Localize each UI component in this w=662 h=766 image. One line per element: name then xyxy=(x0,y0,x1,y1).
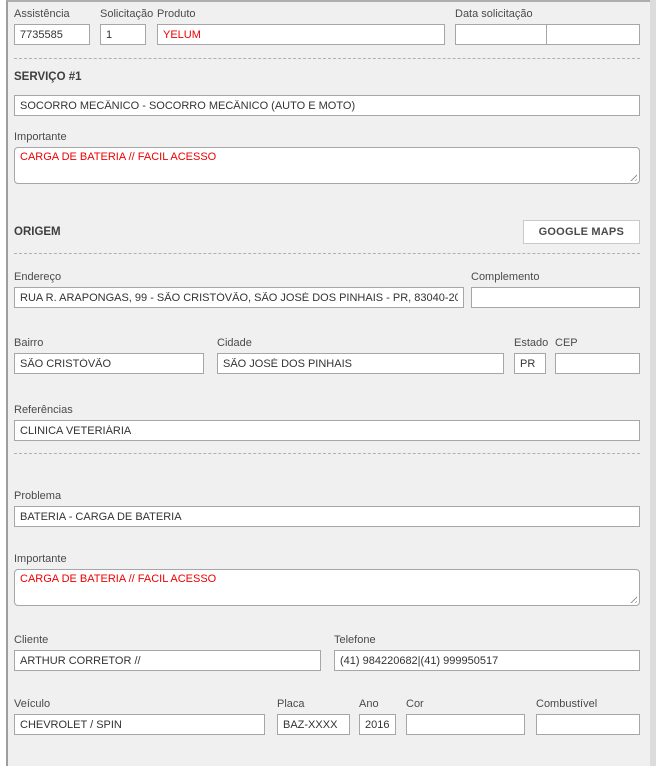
problema-label: Problema xyxy=(14,490,62,502)
placa-field xyxy=(277,698,350,735)
endereco-field xyxy=(14,271,464,308)
cidade-label: Cidade xyxy=(217,337,252,349)
referencias-input[interactable] xyxy=(14,420,640,441)
cliente-row xyxy=(14,634,640,671)
problema-field xyxy=(14,490,640,527)
cep-input[interactable] xyxy=(555,353,640,374)
data-solicitacao-date-input[interactable] xyxy=(455,24,547,45)
cor-label: Cor xyxy=(406,698,424,710)
solicitacao-field xyxy=(100,8,154,45)
produto-input[interactable] xyxy=(157,24,445,45)
assistencia-input[interactable] xyxy=(14,24,90,45)
section-divider xyxy=(14,58,640,59)
endereco-row xyxy=(14,271,640,308)
complemento-label: Complemento xyxy=(471,271,540,283)
cidade-input[interactable] xyxy=(217,353,504,374)
origem-header xyxy=(14,220,640,244)
endereco-label: Endereço xyxy=(14,271,62,283)
combustivel-label: Combustível xyxy=(536,698,598,710)
veiculo-row xyxy=(14,698,640,735)
scrollbar-track[interactable] xyxy=(650,0,656,766)
data-solicitacao-time-input[interactable] xyxy=(546,24,640,45)
cep-field xyxy=(555,337,640,374)
bairro-input[interactable] xyxy=(14,353,204,374)
placa-input[interactable] xyxy=(277,714,350,735)
produto-label: Produto xyxy=(157,8,196,20)
combustivel-field xyxy=(536,698,640,735)
complemento-field xyxy=(471,271,640,308)
estado-input[interactable] xyxy=(514,353,546,374)
ano-label: Ano xyxy=(359,698,379,710)
bairro-field xyxy=(14,337,204,374)
importante-problema-textarea[interactable] xyxy=(14,569,640,606)
solicitacao-input[interactable] xyxy=(100,24,146,45)
estado-field xyxy=(514,337,549,374)
veiculo-label: Veículo xyxy=(14,698,51,710)
cliente-input[interactable] xyxy=(14,650,321,671)
referencias-field xyxy=(14,404,640,441)
ano-input[interactable] xyxy=(359,714,396,735)
placa-label: Placa xyxy=(277,698,305,710)
service-form-panel xyxy=(6,0,650,766)
complemento-input[interactable] xyxy=(471,287,640,308)
cor-input[interactable] xyxy=(406,714,525,735)
importante-servico-field xyxy=(14,131,640,184)
veiculo-field xyxy=(14,698,265,735)
servico-section-title: SERVIÇO #1 xyxy=(14,71,82,83)
cor-field xyxy=(406,698,525,735)
bairro-row xyxy=(14,337,640,374)
data-solicitacao-label: Data solicitação xyxy=(455,8,533,20)
cliente-field xyxy=(14,634,321,671)
bairro-label: Bairro xyxy=(14,337,44,349)
telefone-field xyxy=(334,634,640,671)
cidade-field xyxy=(217,337,504,374)
assistencia-label: Assistência xyxy=(14,8,70,20)
origem-section-title: ORIGEM xyxy=(14,225,61,238)
data-solicitacao-field xyxy=(455,8,640,45)
importante-problema-field xyxy=(14,553,640,606)
section-divider xyxy=(14,253,640,254)
telefone-input[interactable] xyxy=(334,650,640,671)
importante-problema-label: Importante xyxy=(14,553,67,565)
telefone-label: Telefone xyxy=(334,634,376,646)
produto-field xyxy=(157,8,445,45)
estado-label: Estado xyxy=(514,337,549,349)
header-row xyxy=(14,8,640,45)
combustivel-input[interactable] xyxy=(536,714,640,735)
assistencia-field xyxy=(14,8,90,45)
solicitacao-label: Solicitação xyxy=(100,8,154,20)
problema-input[interactable] xyxy=(14,506,640,527)
servico-tipo-input[interactable] xyxy=(14,95,640,116)
importante-servico-textarea[interactable] xyxy=(14,147,640,184)
referencias-label: Referências xyxy=(14,404,73,416)
cep-label: CEP xyxy=(555,337,578,349)
endereco-input[interactable] xyxy=(14,287,464,308)
section-divider xyxy=(14,453,640,454)
importante-servico-label: Importante xyxy=(14,131,67,143)
ano-field xyxy=(359,698,396,735)
cliente-label: Cliente xyxy=(14,634,49,646)
veiculo-input[interactable] xyxy=(14,714,265,735)
google-maps-button[interactable]: GOOGLE MAPS xyxy=(523,220,640,244)
